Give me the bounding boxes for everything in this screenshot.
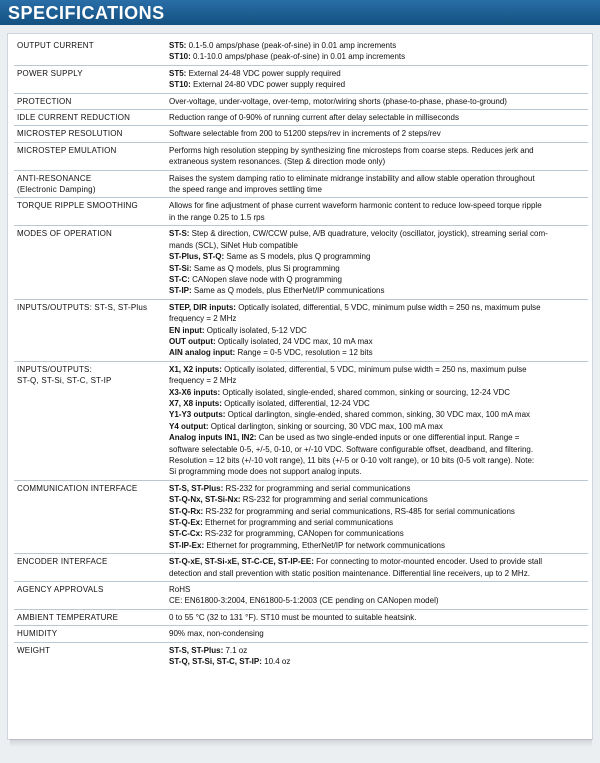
spec-row [14,361,588,480]
spec-value-line: ST5: External 24-48 VDC power supply required [169,68,341,78]
panel-shadow [10,739,592,747]
spec-value-line: ST-Q-Rx: RS-232 for programming and serial communications, RS-485 for serial communications [169,506,515,516]
spec-value [166,198,588,226]
spec-label-text: IDLE CURRENT REDUCTION [17,113,131,123]
spec-value-line: ST-C: CANopen slave node with Q programming [169,274,342,284]
header-bar [0,0,600,25]
spec-row [14,142,588,170]
spec-model-label: ST10: [169,80,191,90]
spec-row [14,170,588,198]
spec-label-subtext: ST-Q, ST-Si, ST-C, ST-IP [17,376,112,386]
spec-label-text: POWER SUPPLY [17,68,83,78]
spec-value-line: OUT output: Optically isolated, 24 VDC max, 10 mA max [169,336,373,346]
spec-model-label: ST10: [169,52,191,62]
spec-model-label: X7, X8 inputs: [169,398,222,408]
spec-label [14,126,166,142]
spec-value-line: ST-Plus, ST-Q: Same as S models, plus Q programming [169,252,371,262]
spec-label-text: WEIGHT [17,645,51,655]
spec-value-line: X3-X6 inputs: Optically isolated, single-ended, shared common, sinking or sourcing, 12-24 VDC [169,387,511,397]
spec-value-line: ST5: 0.1-5.0 amps/phase (peak-of-sine) in 0.01 amp increments [169,41,397,50]
spec-model-label: ST5: [169,41,187,50]
spec-value [166,299,588,361]
spec-label [14,554,166,582]
spec-row [14,582,588,610]
spec-value [166,582,588,610]
spec-value [166,226,588,299]
spec-label [14,142,166,170]
spec-value-line: software selectable 0-5, +/-5, 0-10, or +/-10 VDC. Software configurable offset, deadband, and filtering. [169,444,534,454]
spec-model-label: ST-Q-xE, ST-Si-xE, ST-C-CE, ST-IP-EE: [169,557,314,567]
spec-label-text: TORQUE RIPPLE SMOOTHING [17,201,138,211]
spec-value-line: ST-IP-Ex: Ethernet for programming, EtherNet/IP for network communications [169,540,445,550]
spec-value [166,110,588,126]
spec-value-line: 90% max, non-condensing [169,629,264,639]
spec-value-line: ST-Q-Nx, ST-Si-Nx: RS-232 for programming and serial communications [169,495,428,505]
spec-value [166,626,588,642]
spec-row [14,198,588,226]
spec-model-label: X1, X2 inputs: [169,364,222,374]
spec-value-line: Over-voltage, under-voltage, over-temp, motor/wiring shorts (phase-to-phase, phase-to-ground) [169,96,507,106]
spec-value [166,361,588,480]
spec-model-label: ST-S: [169,229,190,239]
spec-label [14,93,166,109]
spec-model-label: ST-C-Cx: [169,529,203,539]
spec-model-label: ST-S, ST-Plus: [169,645,224,655]
spec-label-text: INPUTS/OUTPUTS: [17,364,93,374]
spec-model-label: ST-Plus, ST-Q: [169,252,225,262]
spec-label-text: PROTECTION [17,96,72,106]
spec-value-line: STEP, DIR inputs: Optically isolated, differential, 5 VDC, minimum pulse width = 250 ns, maximum pulse [169,302,541,312]
spec-value-line: Allows for fine adjustment of phase current waveform harmonic content to reduce low-speed torque ripple [169,201,542,211]
spec-label [14,170,166,198]
spec-value-line: mands (SCL), SiNet Hub compatible [169,240,298,250]
spec-row [14,38,588,65]
spec-row [14,126,588,142]
spec-value-line: ST-Si: Same as Q models, plus Si programming [169,263,340,273]
spec-model-label: STEP, DIR inputs: [169,302,236,312]
spec-panel [7,33,593,740]
spec-value-line: frequency = 2 MHz [169,376,237,386]
spec-row [14,110,588,126]
spec-model-label: ST-Si: [169,263,192,273]
spec-value-line: Resolution = 12 bits (+/-10 volt range), 11 bits (+/-5 or 0-10 volt range), or 10 bits (0-5 volt range). Note: [169,456,535,465]
spec-value [166,38,588,65]
spec-label-text: AGENCY APPROVALS [17,585,104,595]
spec-value-line: Y4 output: Optical darlington, sinking or sourcing, 30 VDC max, 100 mA max [169,421,443,431]
spec-model-label: X3-X6 inputs: [169,387,221,397]
spec-value-line: Analog inputs IN1, IN2: Can be used as two single-ended inputs or one differential input. Range = [169,433,520,443]
spec-model-label: OUT output: [169,336,216,346]
page-title: SPECIFICATIONS [8,3,165,23]
spec-value-line: extraneous system resonances. (Step & direction mode only) [169,157,386,167]
spec-value-line: RoHS [169,585,191,595]
spec-value-line: ST10: 0.1-10.0 amps/phase (peak-of-sine) in 0.01 amp increments [169,52,406,62]
spec-value [166,65,588,93]
spec-value [166,142,588,170]
spec-value [166,642,588,669]
spec-table [14,38,588,670]
spec-value-line: Reduction range of 0-90% of running current after delay selectable in milliseconds [169,113,459,123]
spec-value-line: ST10: External 24-80 VDC power supply required [169,80,346,90]
spec-row [14,299,588,361]
spec-label [14,38,166,65]
spec-value-line: detection and stall prevention with static position maintenance. Differential line receivers, up to 2 MHz. [169,568,530,578]
spec-model-label: AIN analog input: [169,348,236,358]
spec-value [166,170,588,198]
spec-label [14,609,166,625]
spec-model-label: ST-IP: [169,286,192,296]
spec-value-line: ST-IP: Same as Q models, plus EtherNet/IP communications [169,286,385,296]
spec-label [14,299,166,361]
spec-table-body [14,38,588,670]
spec-label-text: MICROSTEP EMULATION [17,145,117,155]
spec-row [14,609,588,625]
spec-value-line: Si programming mode does not support analog inputs. [169,467,362,477]
spec-value [166,126,588,142]
spec-value-line: ST-S, ST-Plus: 7.1 oz [169,645,248,655]
spec-label [14,582,166,610]
spec-model-label: EN input: [169,325,205,335]
spec-model-label: ST-Q, ST-Si, ST-C, ST-IP: [169,657,262,667]
spec-value-line: X1, X2 inputs: Optically isolated, differential, 5 VDC, minimum pulse width = 250 ns, maximum pulse [169,364,527,374]
spec-label [14,198,166,226]
spec-label-text: OUTPUT CURRENT [17,41,94,50]
spec-label [14,226,166,299]
spec-label-text: MODES OF OPERATION [17,229,113,239]
spec-model-label: Analog inputs IN1, IN2: [169,433,257,443]
spec-label [14,642,166,669]
spec-model-label: Y4 output: [169,421,209,431]
spec-model-label: ST-S, ST-Plus: [169,483,224,493]
spec-label [14,361,166,480]
spec-label-subtext: (Electronic Damping) [17,185,96,195]
spec-value-line: ST-S, ST-Plus: RS-232 for programming and serial communications [169,483,411,493]
spec-value-line: EN input: Optically isolated, 5-12 VDC [169,325,307,335]
spec-value-line: Raises the system damping ratio to eliminate midrange instability and allow stable operation throughout [169,173,535,183]
spec-value-line: Y1-Y3 outputs: Optical darlington, single-ended, shared common, sinking, 30 VDC max, 100 mA max [169,410,531,420]
spec-row [14,554,588,582]
spec-label [14,480,166,553]
spec-value-line: 0 to 55 °C (32 to 131 °F). ST10 must be mounted to suitable heatsink. [169,612,417,622]
spec-label-text: ANTI-RESONANCE [17,173,92,183]
spec-value-line: Software selectable from 200 to 51200 steps/rev in increments of 2 steps/rev [169,129,441,139]
spec-label-text: INPUTS/OUTPUTS: ST-S, ST-Plus [17,302,148,312]
spec-value-line: ST-S: Step & direction, CW/CCW pulse, A/B quadrature, velocity (oscillator, joystick), streaming serial com- [169,229,548,239]
spec-value-line: ST-C-Cx: RS-232 for programming, CANopen for communications [169,529,404,539]
spec-label-text: MICROSTEP RESOLUTION [17,129,123,139]
spec-row [14,626,588,642]
spec-value [166,609,588,625]
spec-value-line: ST-Q, ST-Si, ST-C, ST-IP: 10.4 oz [169,657,291,667]
spec-model-label: ST-Q-Rx: [169,506,204,516]
spec-value-line: ST-Q-Ex: Ethernet for programming and serial communications [169,518,394,528]
spec-value-line: CE: EN61800-3:2004, EN61800-5-1:2003 (CE pending on CANopen model) [169,596,439,606]
spec-value [166,93,588,109]
spec-model-label: Y1-Y3 outputs: [169,410,226,420]
spec-value-line: Performs high resolution stepping by synthesizing fine microsteps from coarse steps. Reduces jerk and [169,145,534,155]
spec-model-label: ST-Q-Ex: [169,518,203,528]
spec-row [14,226,588,299]
spec-value [166,480,588,553]
spec-label [14,626,166,642]
spec-model-label: ST-C: [169,274,190,284]
spec-row [14,642,588,669]
spec-label-text: ENCODER INTERFACE [17,557,108,567]
spec-model-label: ST-Q-Nx, ST-Si-Nx: [169,495,241,505]
spec-label [14,110,166,126]
spec-row [14,93,588,109]
spec-value-line: frequency = 2 MHz [169,314,237,324]
spec-row [14,65,588,93]
spec-label [14,65,166,93]
spec-label-text: COMMUNICATION INTERFACE [17,483,138,493]
spec-label-text: HUMIDITY [17,629,58,639]
spec-value-line: ST-Q-xE, ST-Si-xE, ST-C-CE, ST-IP-EE: For connecting to motor-mounted encoder. Used to provide stall [169,557,543,567]
spec-value-line: in the range 0.25 to 1.5 rps [169,212,265,222]
spec-value-line: the speed range and improves settling time [169,185,322,195]
spec-value-line: AIN analog input: Range = 0-5 VDC, resolution = 12 bits [169,348,373,358]
spec-value [166,554,588,582]
spec-value-line: X7, X8 inputs: Optically isolated, differential, 12-24 VDC [169,398,370,408]
spec-row [14,480,588,553]
spec-label-text: AMBIENT TEMPERATURE [17,612,119,622]
spec-model-label: ST-IP-Ex: [169,540,205,550]
spec-model-label: ST5: [169,68,187,78]
